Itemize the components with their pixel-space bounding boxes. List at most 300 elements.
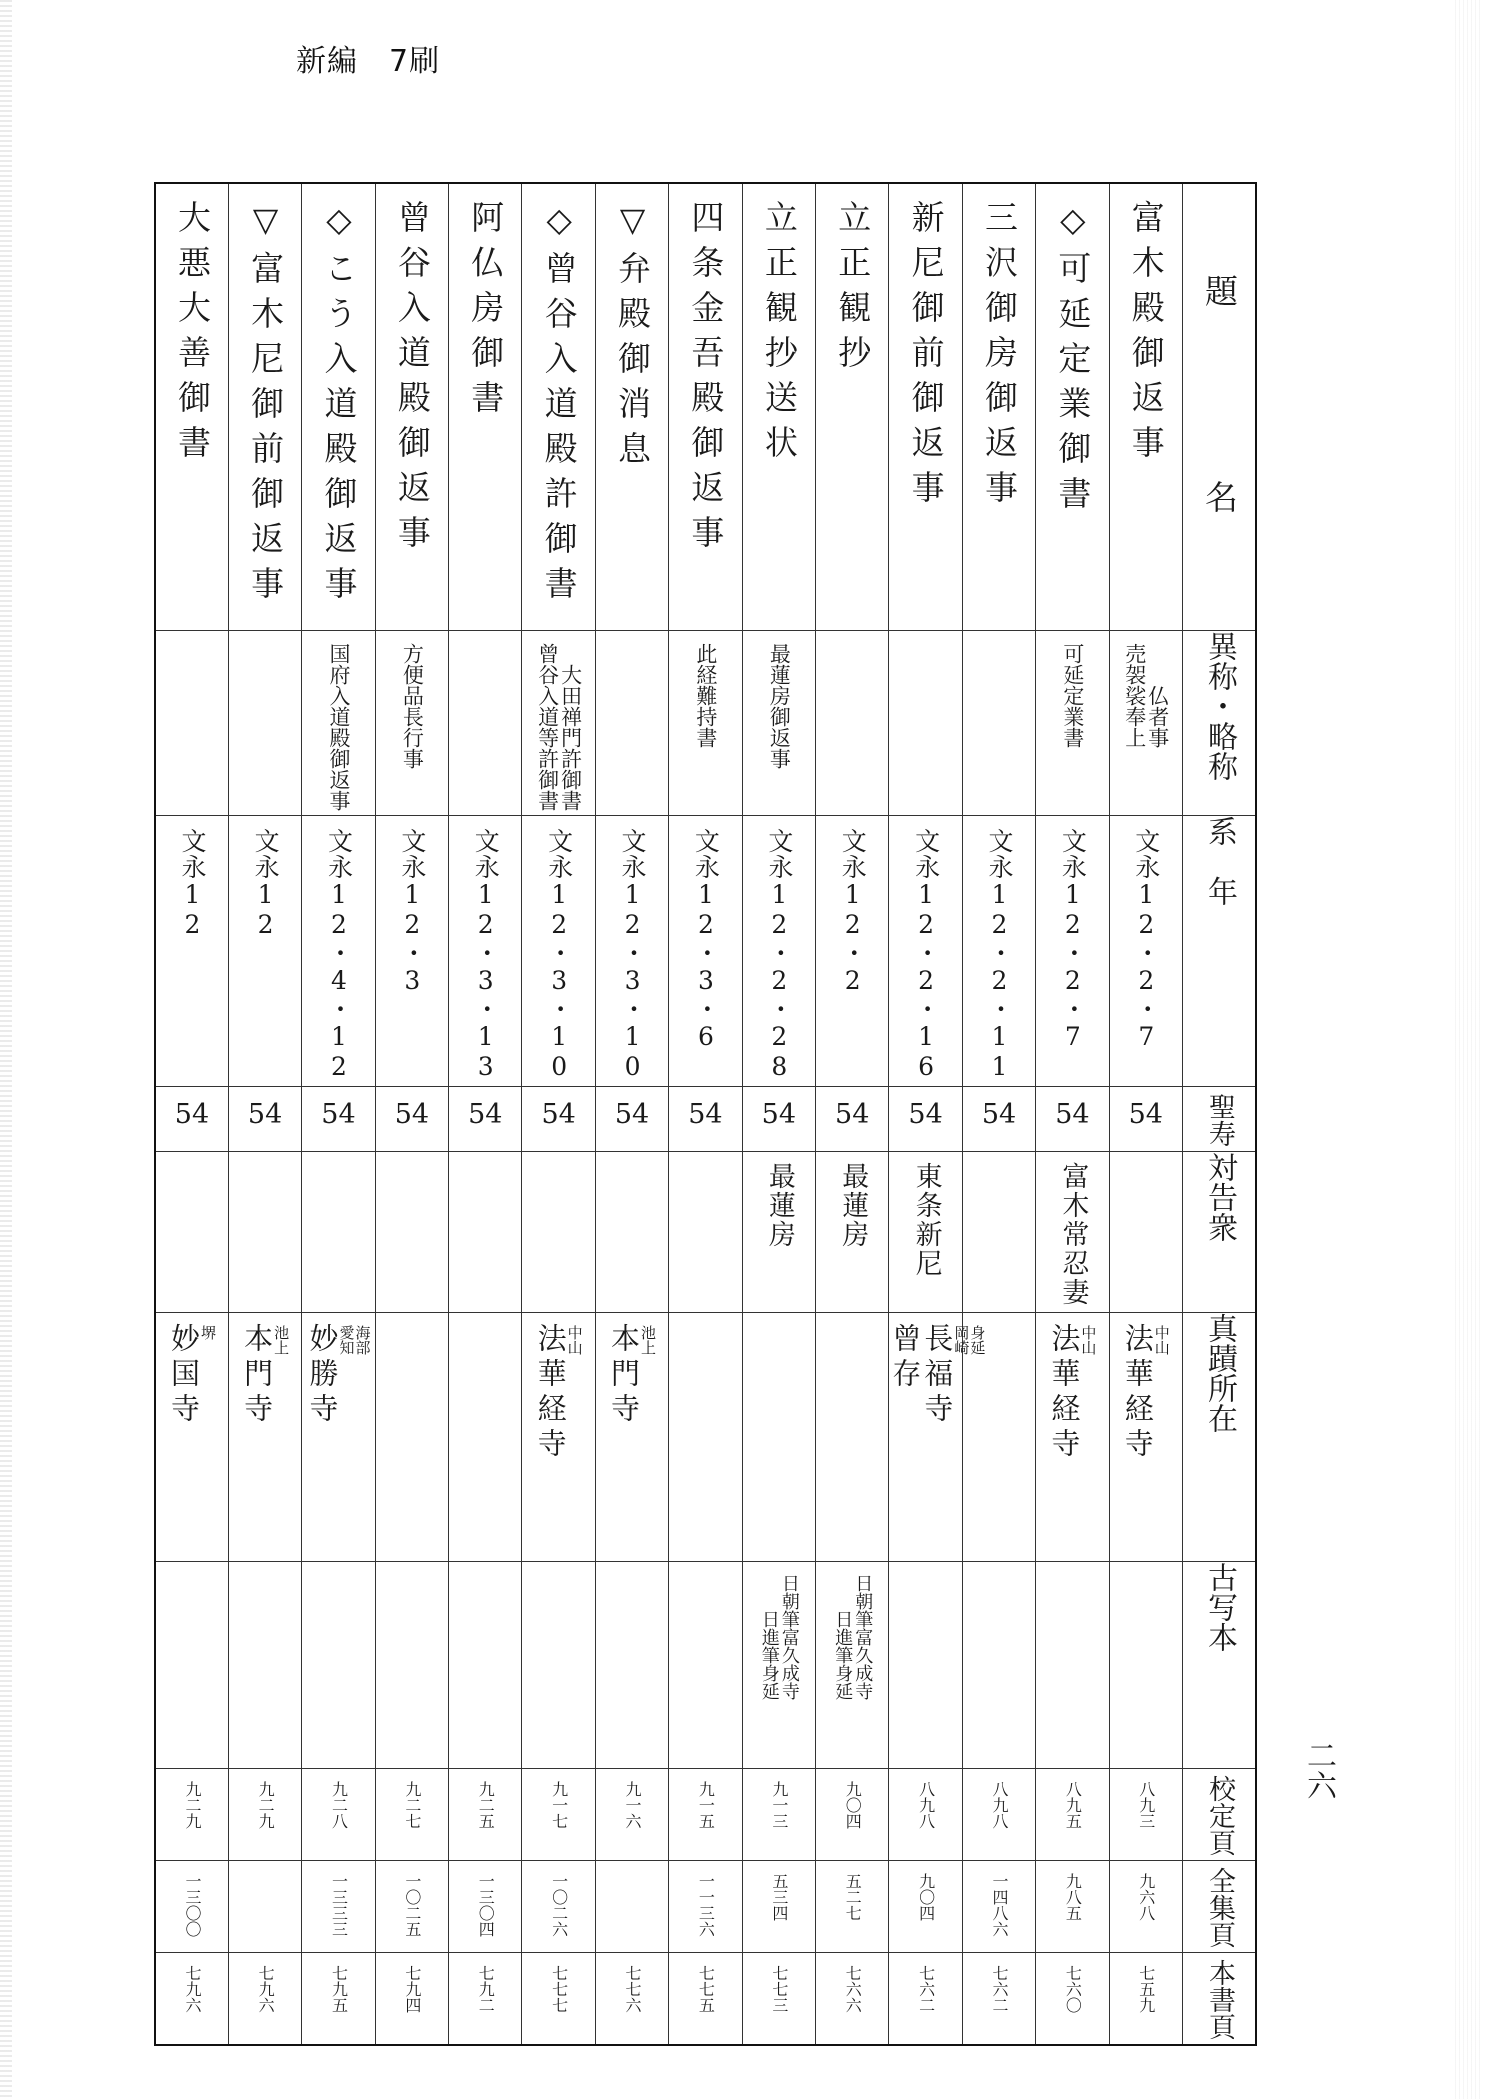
location-prefix: 海部: [353, 1325, 372, 1355]
year-text: 文永12・2・7: [1058, 828, 1088, 1052]
book-page: 七七六: [623, 1965, 643, 2013]
row-copy: [155, 1562, 1256, 1769]
row-zenshu: [155, 1861, 1256, 1953]
year-text: 文永12・3・13: [471, 828, 501, 1082]
cell-title: [1109, 183, 1182, 631]
cell-to: [889, 1152, 962, 1313]
writing-title: ◇曾谷入道殿許御書: [539, 200, 579, 611]
location-prefix: 中山: [1079, 1325, 1098, 1355]
cell-copy: [1036, 1562, 1109, 1769]
location-group: [1122, 1323, 1170, 1463]
manuscript-copy: 日進筆身延: [832, 1610, 854, 1700]
header-label: 題 名: [1199, 274, 1239, 583]
cell-copy: [155, 1562, 228, 1769]
recipient-text: 富木常忍妻: [1057, 1162, 1089, 1307]
cell-loc: [595, 1313, 668, 1562]
cell-year: [155, 816, 228, 1087]
alias-text: 最蓮房御返事: [767, 643, 792, 769]
book-page: 七五九: [1136, 1965, 1156, 2013]
location-prefix: 中山: [1152, 1325, 1171, 1355]
cell-zenshu: [375, 1861, 448, 1953]
cell-book: [669, 1953, 742, 2046]
age-text: 54: [541, 1099, 576, 1130]
cell-zenshu: [155, 1861, 228, 1953]
cell-zenshu: [742, 1861, 815, 1953]
zenshu-page: 一〇二五: [402, 1873, 422, 1937]
year-text: 文永12・3・10: [618, 828, 648, 1082]
location-name: 本門寺: [607, 1323, 642, 1428]
header-teihon: [1182, 1769, 1256, 1861]
cell-loc: [302, 1313, 375, 1562]
writing-title: ◇こう入道殿御返事: [319, 200, 359, 611]
teihon-page: 九二七: [402, 1781, 422, 1829]
location-name: 妙国寺: [166, 1323, 201, 1428]
cell-to: [669, 1152, 742, 1313]
cell-teihon: [228, 1769, 301, 1861]
zenshu-page: 一〇二六: [549, 1873, 569, 1937]
cell-year: [302, 816, 375, 1087]
header-zenshu: [1182, 1861, 1256, 1953]
cell-title: [669, 183, 742, 631]
cell-book: [375, 1953, 448, 2046]
location-group: [241, 1323, 289, 1428]
writing-title: 大悪大善御書: [172, 200, 212, 470]
page-number: 二六: [1301, 1740, 1336, 1800]
cell-copy: [962, 1562, 1035, 1769]
cell-copy: [522, 1562, 595, 1769]
cell-to: [742, 1152, 815, 1313]
cell-to: [1109, 1152, 1182, 1313]
zenshu-page: 九八五: [1063, 1873, 1083, 1921]
cell-book: [1109, 1953, 1182, 2046]
header-alias: [1182, 631, 1256, 816]
writing-title: 三沢御房御返事: [979, 200, 1019, 515]
cell-zenshu: [228, 1861, 301, 1953]
zenshu-page: 九〇四: [916, 1873, 936, 1921]
cell-year: [1109, 816, 1182, 1087]
row-alias: [155, 631, 1256, 816]
cell-alias: [889, 631, 962, 816]
cell-age: [302, 1087, 375, 1152]
cell-zenshu: [669, 1861, 742, 1953]
cell-age: [375, 1087, 448, 1152]
cell-zenshu: [816, 1861, 889, 1953]
book-page: 七七七: [549, 1965, 569, 2013]
cell-zenshu: [1109, 1861, 1182, 1953]
age-text: 54: [1128, 1099, 1163, 1130]
cell-title: [228, 183, 301, 631]
cell-book: [816, 1953, 889, 2046]
header-copy: [1182, 1562, 1256, 1769]
header-label: 古写本: [1201, 1562, 1237, 1652]
cell-alias: [228, 631, 301, 816]
cell-title: [816, 183, 889, 631]
cell-loc: [669, 1313, 742, 1562]
teihon-page: 九〇四: [843, 1781, 863, 1829]
row-loc: [155, 1313, 1256, 1562]
header-label: 異称・略称: [1201, 631, 1237, 781]
header-year: [1182, 816, 1256, 1087]
row-year: [155, 816, 1256, 1087]
recipient-text: 最蓮房: [837, 1162, 869, 1249]
cell-alias: [742, 631, 815, 816]
header-label: 対告衆: [1201, 1152, 1237, 1242]
age-text: 54: [614, 1099, 650, 1130]
cell-alias: [669, 631, 742, 816]
cell-to: [595, 1152, 668, 1313]
cell-title: [889, 183, 962, 631]
cell-age: [669, 1087, 742, 1152]
book-page: 七六二: [989, 1965, 1009, 2013]
zenshu-page: 五二七: [843, 1873, 863, 1921]
cell-alias: [962, 631, 1035, 816]
cell-title: [962, 183, 1035, 631]
location-name: 法華経寺: [1120, 1323, 1155, 1463]
zenshu-page: 一三三三: [329, 1873, 349, 1937]
teihon-page: 九一六: [623, 1781, 643, 1829]
recipient-text: 最蓮房: [763, 1162, 795, 1249]
cell-book: [155, 1953, 228, 2046]
cell-loc: [888, 1313, 987, 1562]
cell-copy: [742, 1562, 815, 1769]
cell-to: [375, 1152, 448, 1313]
writing-title: 立正観抄: [833, 200, 873, 380]
cell-alias: [816, 631, 889, 816]
cell-book: [1036, 1953, 1109, 2046]
writing-title: 阿仏房御書: [466, 200, 506, 425]
row-title: [155, 183, 1256, 631]
zenshu-page: 九六八: [1136, 1873, 1156, 1921]
cell-loc: [1036, 1313, 1109, 1562]
cell-teihon: [889, 1769, 962, 1861]
age-text: 54: [174, 1099, 210, 1130]
cell-teihon: [449, 1769, 522, 1861]
location-group: [889, 1323, 985, 1428]
location-group: [1048, 1323, 1096, 1463]
year-text: 文永12・3・6: [691, 828, 721, 1052]
cell-year: [449, 816, 522, 1087]
header-label: 聖寿: [1203, 1093, 1235, 1147]
cell-to: [302, 1152, 375, 1313]
age-text: 54: [321, 1099, 356, 1130]
cell-title: [302, 183, 375, 631]
cell-title: [522, 183, 595, 631]
book-page: 七七三: [769, 1965, 789, 2013]
cell-age: [1109, 1087, 1182, 1152]
writing-title: 曾谷入道殿御返事: [392, 200, 432, 560]
cell-teihon: [962, 1769, 1035, 1861]
header-age: [1182, 1087, 1256, 1152]
book-page: 七九六: [256, 1965, 276, 2013]
cell-book: [742, 1953, 815, 2046]
cell-age: [742, 1087, 815, 1152]
year-text: 文永12・2・28: [764, 828, 794, 1082]
cell-copy: [302, 1562, 375, 1769]
cell-age: [1036, 1087, 1109, 1152]
teihon-page: 九一七: [549, 1781, 569, 1829]
cell-title: [155, 183, 228, 631]
cell-teihon: [302, 1769, 375, 1861]
location-name: 長福寺: [920, 1323, 955, 1428]
location-name: 法華経寺: [1047, 1323, 1082, 1463]
alias-text: 国府入道殿御返事: [326, 643, 351, 811]
cell-alias: [595, 631, 668, 816]
cell-year: [522, 816, 595, 1087]
year-text: 文永12・2・11: [984, 828, 1014, 1082]
cell-zenshu: [595, 1861, 668, 1953]
location-prefix: 岡崎: [952, 1325, 971, 1355]
cell-age: [962, 1087, 1035, 1152]
location-name: 妙勝寺: [305, 1323, 340, 1428]
age-text: 54: [688, 1099, 723, 1130]
cell-alias: [375, 631, 448, 816]
cell-book: [522, 1953, 595, 2046]
location-prefix: 愛知: [337, 1325, 356, 1355]
writing-title: 四条金吾殿御返事: [686, 200, 726, 560]
cell-copy: [375, 1562, 448, 1769]
teihon-page: 九二九: [256, 1781, 276, 1829]
cell-alias: [302, 631, 375, 816]
location-prefix: 池上: [639, 1325, 658, 1355]
cell-alias: [1109, 631, 1182, 816]
header-book: [1182, 1953, 1256, 2046]
cell-book: [302, 1953, 375, 2046]
cell-to: [962, 1152, 1035, 1313]
cell-book: [228, 1953, 301, 2046]
cell-to: [228, 1152, 301, 1313]
cell-teihon: [1036, 1769, 1109, 1861]
row-age: [155, 1087, 1256, 1152]
book-page: 七七五: [696, 1965, 716, 2013]
cell-teihon: [742, 1769, 815, 1861]
location-name: 法華経寺: [533, 1323, 568, 1463]
writing-title: 富木殿御返事: [1126, 200, 1166, 470]
location-group: [608, 1323, 656, 1428]
location-prefix: 池上: [272, 1325, 291, 1355]
cell-year: [375, 816, 448, 1087]
cell-title: [742, 183, 815, 631]
year-text: 文永12: [177, 828, 207, 940]
teihon-page: 八九三: [1136, 1781, 1156, 1829]
book-page: 七六〇: [1063, 1965, 1083, 2013]
year-text: 文永12: [251, 828, 281, 940]
manuscript-copy: 日朝筆富久成寺: [778, 1574, 800, 1700]
cell-zenshu: [522, 1861, 595, 1953]
location-name: 曾存: [888, 1323, 923, 1393]
book-page: 七九四: [402, 1965, 422, 2013]
row-to: [155, 1152, 1256, 1313]
zenshu-page: 五三四: [769, 1873, 789, 1921]
age-text: 54: [1055, 1099, 1090, 1130]
cell-age: [228, 1087, 301, 1152]
cell-book: [962, 1953, 1035, 2046]
age-text: 54: [981, 1099, 1017, 1130]
cell-teihon: [595, 1769, 668, 1861]
cell-zenshu: [889, 1861, 962, 1953]
alias-text: 此経難持書: [693, 643, 718, 748]
cell-alias: [1036, 631, 1109, 816]
cell-copy: [816, 1562, 889, 1769]
book-page: 七六二: [916, 1965, 936, 2013]
age-text: 54: [468, 1099, 503, 1130]
cell-year: [889, 816, 962, 1087]
location-name: 本門寺: [240, 1323, 275, 1428]
age-text: 54: [835, 1099, 870, 1130]
teihon-page: 八九八: [916, 1781, 936, 1829]
header-to: [1182, 1152, 1256, 1313]
location-prefix: 中山: [565, 1325, 584, 1355]
alias-text: 売袈裟奉上: [1122, 643, 1147, 748]
alias-text: 仏者事: [1145, 685, 1170, 748]
scan-edge-left: [0, 0, 12, 2099]
cell-to: [1036, 1152, 1109, 1313]
cell-year: [742, 816, 815, 1087]
cell-title: [595, 183, 668, 631]
year-text: 文永12・3: [397, 828, 427, 996]
writing-title: ▽富木尼御前御返事: [246, 200, 286, 611]
cell-loc: [816, 1313, 889, 1562]
writing-title: ◇可延定業御書: [1053, 200, 1093, 521]
teihon-page: 九二八: [329, 1781, 349, 1829]
cell-copy: [595, 1562, 668, 1769]
year-text: 文永12・3・10: [544, 828, 574, 1082]
cell-copy: [889, 1562, 962, 1769]
cell-age: [816, 1087, 889, 1152]
cell-age: [595, 1087, 668, 1152]
header-title: [1182, 183, 1256, 631]
cell-loc: [522, 1313, 595, 1562]
cell-book: [595, 1953, 668, 2046]
writings-index-table: [154, 182, 1257, 2046]
cell-loc: [155, 1313, 228, 1562]
cell-teihon: [669, 1769, 742, 1861]
book-page: 七九六: [182, 1965, 202, 2013]
row-teihon: [155, 1769, 1256, 1861]
location-prefix: 堺: [198, 1325, 217, 1340]
alias-text: 大田禅門許御書: [558, 664, 583, 811]
cell-teihon: [816, 1769, 889, 1861]
cell-teihon: [375, 1769, 448, 1861]
manuscript-copy: 日朝筆富久成寺: [852, 1574, 874, 1700]
book-page: 七六六: [843, 1965, 863, 2013]
cell-teihon: [1109, 1769, 1182, 1861]
manuscript-copy: 日進筆身延: [758, 1610, 780, 1700]
cell-year: [228, 816, 301, 1087]
location-group: [168, 1323, 216, 1428]
alias-text: 曾谷入道等許御書: [535, 643, 560, 811]
writing-title: 立正観抄送状: [759, 200, 799, 470]
age-text: 54: [908, 1099, 943, 1130]
cell-year: [669, 816, 742, 1087]
cell-zenshu: [449, 1861, 522, 1953]
alias-text: 可延定業書: [1060, 643, 1085, 748]
cell-to: [155, 1152, 228, 1313]
cell-teihon: [522, 1769, 595, 1861]
row-book: [155, 1953, 1256, 2046]
age-text: 54: [761, 1099, 796, 1130]
year-text: 文永12・2・16: [911, 828, 941, 1082]
zenshu-page: 一一三六: [696, 1873, 716, 1937]
cell-age: [155, 1087, 228, 1152]
cell-age: [449, 1087, 522, 1152]
cell-to: [522, 1152, 595, 1313]
alias-text: 方便品長行事: [400, 643, 425, 769]
teihon-page: 九二五: [476, 1781, 496, 1829]
location-prefix: 身延: [968, 1325, 987, 1355]
cell-zenshu: [962, 1861, 1035, 1953]
writing-title: 新尼御前御返事: [906, 200, 946, 515]
year-text: 文永12・4・12: [324, 828, 354, 1082]
cell-copy: [669, 1562, 742, 1769]
header-label: 校定頁: [1203, 1775, 1235, 1856]
cell-copy: [228, 1562, 301, 1769]
cell-alias: [155, 631, 228, 816]
header-label: 本書頁: [1203, 1959, 1235, 2040]
cell-copy: [449, 1562, 522, 1769]
header-label: 系 年: [1201, 816, 1237, 906]
zenshu-page: 一三〇〇: [182, 1873, 202, 1937]
writing-title: ▽弁殿御消息: [613, 200, 653, 476]
cell-book: [449, 1953, 522, 2046]
cell-to: [449, 1152, 522, 1313]
cell-alias: [522, 631, 595, 816]
teihon-page: 九一三: [769, 1781, 789, 1829]
zenshu-page: 一三〇四: [476, 1873, 496, 1937]
zenshu-page: 一四八六: [989, 1873, 1009, 1937]
cell-to: [816, 1152, 889, 1313]
cell-age: [522, 1087, 595, 1152]
location-group: [306, 1323, 370, 1428]
age-text: 54: [394, 1099, 430, 1130]
book-page: 七九五: [329, 1965, 349, 2013]
cell-title: [1036, 183, 1109, 631]
teihon-page: 九一五: [696, 1781, 716, 1829]
cell-age: [889, 1087, 962, 1152]
age-text: 54: [247, 1099, 283, 1130]
cell-year: [595, 816, 668, 1087]
teihon-page: 八九五: [1063, 1781, 1083, 1829]
cell-loc: [449, 1313, 522, 1562]
cell-zenshu: [302, 1861, 375, 1953]
header-label: 全集頁: [1203, 1867, 1235, 1948]
cell-alias: [449, 631, 522, 816]
year-text: 文永12・2: [838, 828, 868, 996]
cell-book: [889, 1953, 962, 2046]
year-text: 文永12・2・7: [1131, 828, 1161, 1052]
cell-loc: [742, 1313, 815, 1562]
cell-zenshu: [1036, 1861, 1109, 1953]
cell-title: [375, 183, 448, 631]
cell-year: [1036, 816, 1109, 1087]
book-page: 七九二: [476, 1965, 496, 2013]
cell-copy: [1109, 1562, 1182, 1769]
cell-loc: [1109, 1313, 1182, 1562]
cell-year: [962, 816, 1035, 1087]
teihon-page: 八九八: [989, 1781, 1009, 1829]
cell-teihon: [155, 1769, 228, 1861]
header-note: 新編 7刷: [296, 44, 441, 79]
location-group: [535, 1323, 583, 1463]
cell-year: [816, 816, 889, 1087]
scan-edge-right: [1455, 0, 1481, 2099]
recipient-text: 東条新尼: [910, 1162, 942, 1278]
teihon-page: 九二九: [182, 1781, 202, 1829]
cell-title: [449, 183, 522, 631]
header-loc: [1182, 1313, 1256, 1562]
cell-loc: [375, 1313, 448, 1562]
cell-loc: [228, 1313, 301, 1562]
header-label: 真蹟所在: [1201, 1313, 1237, 1433]
